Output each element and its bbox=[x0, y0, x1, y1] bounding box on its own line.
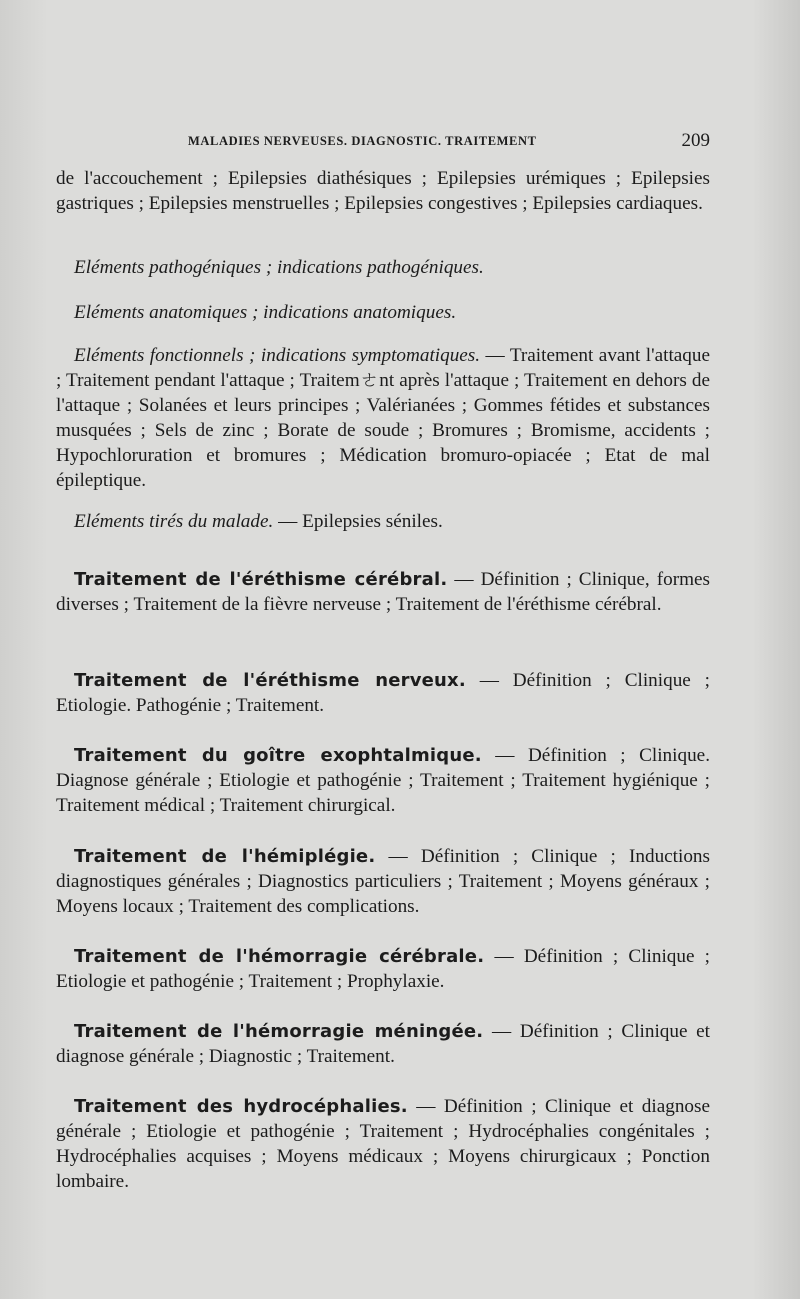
entry-heading: Eléments fonctionnels ; indications symptomatiques. bbox=[74, 345, 481, 366]
paragraph-text: de l'accouchement ; Epilepsies diathésiques ; Epilepsies urémiques ; Epilepsies gastriques ; Epilepsies menstruelles ; Epilepsies congestives ; Epilepsies cardiaques. bbox=[56, 168, 710, 214]
running-title: MALADIES NERVEUSES. DIAGNOSTIC. TRAITEMENT bbox=[188, 134, 537, 148]
entry-heading: Eléments pathogéniques ; indications pathogéniques. bbox=[74, 257, 484, 278]
entry-heading: Traitement des hydrocéphalies. bbox=[74, 1096, 408, 1117]
entry-goitre bbox=[56, 743, 710, 818]
page-header bbox=[188, 130, 710, 154]
entry-text: — Définition ; Clinique et diagnose générale ; Diagnostic ; Traitement. bbox=[56, 1021, 711, 1067]
entry-heading: Traitement de l'hémorragie cérébrale. bbox=[74, 946, 485, 967]
entry-hydrocephalies bbox=[56, 1094, 710, 1194]
entry-hemorragie-meningee bbox=[56, 1019, 710, 1069]
entry-anatomic bbox=[56, 300, 710, 325]
entry-text: — Définition ; Clinique. Diagnose générale ; Etiologie et pathogénie ; Traitement ; Traitement hygiénique ; Traitement médical ; Traitement chirurgical. bbox=[56, 745, 710, 816]
entry-erethism-cerebral bbox=[56, 567, 710, 617]
entry-text: — Définition ; Clinique ; Etiologie et pathogénie ; Traitement ; Prophylaxie. bbox=[56, 946, 711, 992]
entry-heading: Eléments tirés du malade. bbox=[74, 511, 274, 532]
entry-heading: Traitement de l'hémiplégie. bbox=[74, 846, 376, 867]
entry-heading: Eléments anatomiques ; indications anatomiques. bbox=[74, 302, 457, 323]
entry-heading: Traitement de l'éréthisme nerveux. bbox=[74, 670, 466, 691]
entry-hemorragie-cerebrale bbox=[56, 944, 710, 994]
entry-hemiplegie bbox=[56, 844, 710, 919]
entry-text: — Epilepsies séniles. bbox=[273, 511, 443, 532]
entry-text: — Traitement avant l'attaque ; Traitement pendant l'attaque ; Traitemㄜnt après l'attaque ; Traitement en dehors de l'attaque ; Solanées et leurs principes ; Valérianées ; Gommes fétides et substances musquées ; Sels de zinc ; Borate de soude ; Bromures ; Bromisme, accidents ; Hypochloruration et bromures ; Médication bromuro-opiacée ; Etat de mal épileptique. bbox=[56, 345, 710, 491]
entry-heading: Traitement de l'éréthisme cérébral. bbox=[74, 569, 448, 590]
paragraph-continuation bbox=[56, 166, 710, 216]
entry-functional bbox=[56, 343, 710, 493]
entry-patient bbox=[56, 509, 710, 534]
page-number: 209 bbox=[681, 130, 710, 151]
entry-heading: Traitement de l'hémorragie méningée. bbox=[74, 1021, 484, 1042]
entry-text: — Définition ; Clinique, formes diverses ; Traitement de la fièvre nerveuse ; Traitement de l'éréthisme cérébral. bbox=[56, 569, 710, 615]
entry-pathogenic bbox=[56, 255, 710, 280]
entry-erethism-nerveux bbox=[56, 668, 710, 718]
entry-text: — Définition ; Clinique ; Etiologie. Pathogénie ; Traitement. bbox=[56, 670, 710, 716]
entry-heading: Traitement du goître exophtalmique. bbox=[74, 745, 482, 766]
entry-text: — Définition ; Clinique et diagnose générale ; Etiologie et pathogénie ; Traitement ; Hydrocéphalies congénitales ; Hydrocéphalies acquises ; Moyens médicaux ; Moyens chirurgicaux ; Ponction lombaire. bbox=[56, 1096, 711, 1192]
entry-text: — Définition ; Clinique ; Inductions diagnostiques générales ; Diagnostics particuliers ; Traitement ; Moyens généraux ; Moyens locaux ; Traitement des complications. bbox=[56, 846, 710, 917]
